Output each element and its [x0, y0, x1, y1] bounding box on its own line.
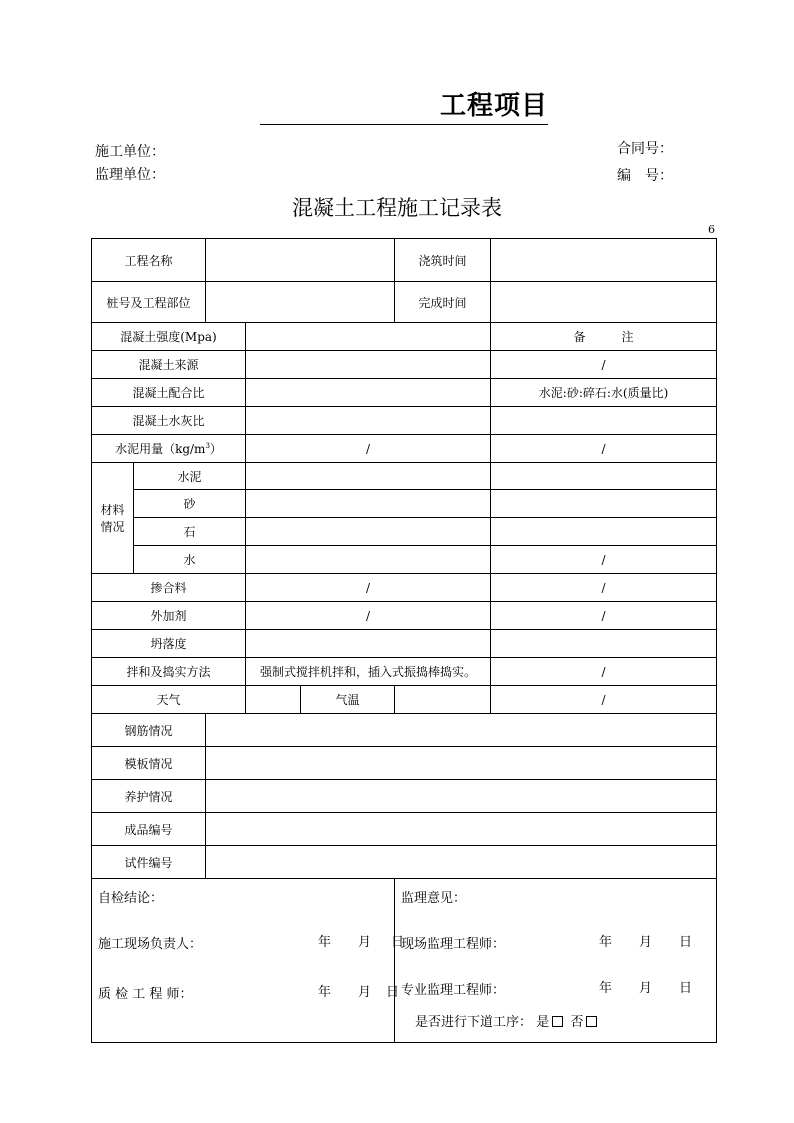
water-remark: /: [491, 546, 717, 574]
page-number: 6: [708, 223, 715, 236]
temperature-label: 气温: [301, 686, 395, 714]
supervision-opinion-label: 监理意见：: [401, 891, 467, 906]
sand-label: 砂: [134, 490, 246, 518]
wc-ratio-remark[interactable]: [491, 407, 717, 435]
quality-engineer-day: 日: [386, 985, 400, 1000]
cement-label: 水泥: [134, 463, 246, 490]
project-name-value[interactable]: [206, 239, 395, 282]
sand-value[interactable]: [246, 490, 491, 518]
specimen-no-value[interactable]: [206, 846, 717, 879]
remark-header: 备 注: [491, 323, 717, 351]
rebar-label: 钢筋情况: [92, 714, 206, 747]
finish-time-label: 完成时间: [395, 282, 491, 323]
no-label: 否: [570, 1015, 584, 1030]
mixing-remark: /: [491, 658, 717, 686]
mixing-value: 强制式搅拌机拌和，插入式振捣棒捣实。: [246, 658, 491, 686]
additive-label: 外加剂: [92, 602, 246, 630]
curing-value[interactable]: [206, 780, 717, 813]
concrete-record-table: [91, 238, 717, 1043]
strength-label: 混凝土强度(Mpa): [92, 323, 246, 351]
quality-engineer-label: 质 检 工 程 师：: [98, 987, 193, 1002]
admixture-value: /: [246, 574, 491, 602]
site-supervisor-month: 月: [639, 935, 653, 950]
form-title: 混凝土工程施工记录表: [292, 196, 502, 220]
specialist-supervisor-month: 月: [639, 981, 653, 996]
water-label: 水: [134, 546, 246, 574]
supervision-unit-label: 监理单位：: [95, 167, 165, 183]
pour-time-value[interactable]: [491, 239, 717, 282]
construction-unit-label: 施工单位：: [95, 144, 165, 160]
slump-remark[interactable]: [491, 630, 717, 658]
quality-engineer-month: 月: [358, 985, 372, 1000]
wc-ratio-label: 混凝土水灰比: [92, 407, 246, 435]
number-label: 编 号：: [617, 168, 673, 184]
cement-usage-remark: /: [491, 435, 717, 463]
admixture-label: 掺合料: [92, 574, 246, 602]
yes-checkbox[interactable]: [552, 1016, 563, 1027]
specialist-supervisor-year: 年: [599, 981, 613, 996]
curing-label: 养护情况: [92, 780, 206, 813]
specialist-supervisor-label: 专业监理工程师：: [401, 983, 506, 998]
rebar-value[interactable]: [206, 714, 717, 747]
stone-value[interactable]: [246, 518, 491, 546]
formwork-value[interactable]: [206, 747, 717, 780]
water-value[interactable]: [246, 546, 491, 574]
project-title: 工程项目: [260, 88, 548, 125]
stone-label: 石: [134, 518, 246, 546]
self-check-label: 自检结论：: [98, 891, 164, 906]
product-no-value[interactable]: [206, 813, 717, 846]
site-supervisor-day: 日: [679, 935, 693, 950]
source-value[interactable]: [246, 351, 491, 379]
finish-time-value[interactable]: [491, 282, 717, 323]
specimen-no-label: 试件编号: [92, 846, 206, 879]
formwork-label: 模板情况: [92, 747, 206, 780]
self-check-section[interactable]: [92, 879, 405, 1043]
cement-usage-value: /: [246, 435, 491, 463]
mix-ratio-label: 混凝土配合比: [92, 379, 246, 407]
wc-ratio-value[interactable]: [246, 407, 491, 435]
site-manager-day: 日: [391, 935, 405, 950]
no-checkbox[interactable]: [586, 1016, 597, 1027]
pour-time-label: 浇筑时间: [395, 239, 491, 282]
project-name-label: 工程名称: [92, 239, 206, 282]
temperature-value[interactable]: [395, 686, 491, 714]
mix-ratio-remark: 水泥:砂:碎石:水(质量比): [491, 379, 717, 407]
source-remark: /: [491, 351, 717, 379]
site-manager-month: 月: [358, 935, 372, 950]
station-value[interactable]: [206, 282, 395, 323]
product-no-label: 成品编号: [92, 813, 206, 846]
strength-value[interactable]: [246, 323, 491, 351]
station-label: 桩号及工程部位: [92, 282, 206, 323]
slump-value[interactable]: [246, 630, 491, 658]
site-manager-year: 年: [318, 935, 332, 950]
stone-remark[interactable]: [491, 518, 717, 546]
additive-value: /: [246, 602, 491, 630]
specialist-supervisor-day: 日: [679, 981, 693, 996]
site-supervisor-year: 年: [599, 935, 613, 950]
contract-no-label: 合同号：: [617, 141, 673, 157]
source-label: 混凝土来源: [92, 351, 246, 379]
admixture-remark: /: [491, 574, 717, 602]
next-process-label: 是否进行下道工序：: [415, 1015, 533, 1030]
weather-remark: /: [491, 686, 717, 714]
additive-remark: /: [491, 602, 717, 630]
mixing-label: 拌和及捣实方法: [92, 658, 246, 686]
cement-remark[interactable]: [491, 463, 717, 490]
materials-label: 材料 情况: [92, 463, 134, 574]
supervision-section[interactable]: [395, 879, 717, 1043]
sand-remark[interactable]: [491, 490, 717, 518]
mix-ratio-value[interactable]: [246, 379, 491, 407]
site-supervisor-label: 现场监理工程师：: [401, 937, 506, 952]
weather-value[interactable]: [246, 686, 301, 714]
cement-value[interactable]: [246, 463, 491, 490]
cement-usage-label: 水泥用量$(kg/m^3)$: [92, 435, 246, 463]
weather-label: 天气: [92, 686, 246, 714]
next-process-row: [415, 1011, 600, 1030]
slump-label: 坍落度: [92, 630, 246, 658]
quality-engineer-year: 年: [318, 985, 332, 1000]
yes-label: 是: [536, 1015, 550, 1030]
site-manager-label: 施工现场负责人：: [98, 937, 203, 952]
